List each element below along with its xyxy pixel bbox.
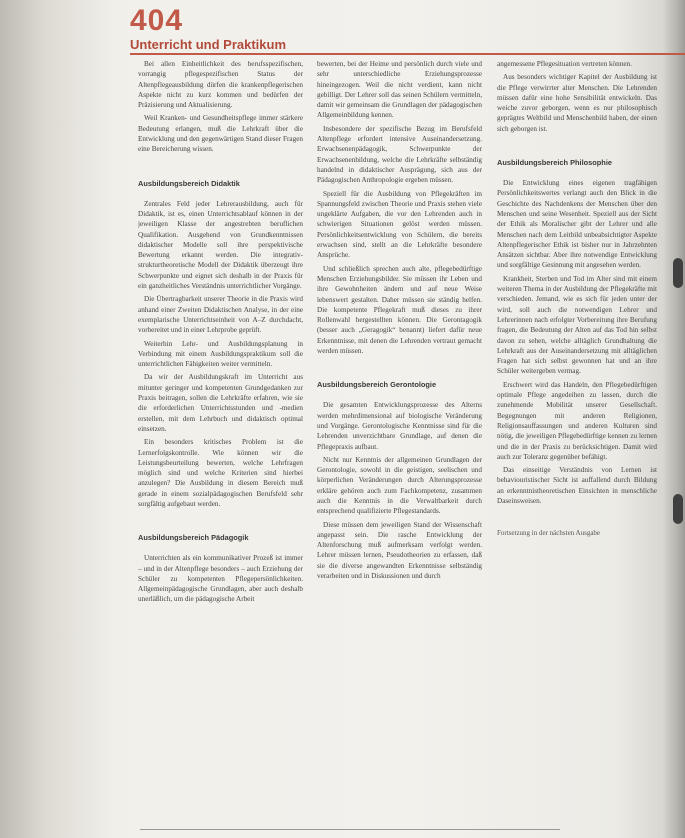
- paragraph: Ein besonders kritisches Problem ist die Lernerfolgskontrolle. Wie können wir die Leistungsbeurteilung bewerten, welche Lehrfragen möglich sind und welche Kriterien sind hierbei anzulegen? Die Ausbildung in diesem Bereich muß gerade in einem sozialpädagogischen Berufsfeld sehr sorgfältig aufgebaut werden.: [138, 438, 303, 508]
- binder-ring-top: [673, 258, 683, 288]
- continuation-note: Fortsetzung in der nächsten Ausgabe: [497, 529, 601, 538]
- paragraph: bewerten, bei der Heime und persönlich durch viele und sehr unterschiedliche Erziehungsprozesse hineingezogen. Weil die nicht verdient, kann nicht gebilligt. Der Lehrer soll das seinen Schülern vermitteln, damit wir gemeinsam die Grundlagen der pädagogischen Allgemeinbildung kennen.: [317, 60, 482, 120]
- subsection-heading: Ausbildungsbereich Didaktik: [138, 178, 240, 188]
- subsection-heading: Ausbildungsbereich Philosophie: [497, 158, 612, 168]
- paragraph: Insbesondere der spezifische Bezug im Berufsfeld Altenpflege erfordert intensive Auseinandersetzung. Erwachsenenpädagogik, Schwerpunkte der Erwachsenenbildung, welche die Lehrkräfte selbständig handelnd in didaktischer Ausprägung, sich aus der Pädagogischen Anthropologie ergeben müssen.: [317, 124, 482, 185]
- paragraph: Das einseitige Verständnis von Lernen ist behaviouristischer Sicht ist auffallend durch Bildung an erkenntnistheoretischen Einsichten in menschliche Daseinsweisen.: [497, 466, 657, 505]
- paragraph: Bei allen Einheitlichkeit des berufsspezifischen, vorrangig pflegespezifischen Status der Altenpflegeausbildung dürfen die krankenpflegerischen Aspekte nicht zu kurz kommen und bedürfen der Präzisierung und Aktualisierung.: [138, 60, 303, 110]
- paragraph: Weil Kranken- und Gesundheitspflege immer stärkere Bedeutung erlangen, muß die Lehrkraft über die Entwicklung und den gegenwärtigen Stand dieser Fragen eine Bereicherung wissen.: [138, 114, 303, 154]
- paragraph: Die Entwicklung eines eigenen tragfähigen Persönlichkeitswertes verlangt auch den Blick in die Geschichte des Nachdenkens der Menschen über den Menschen und seine Wesenheit. Speziell aus der Sicht der Ethik als Moralischer gibt der Lehrer und alle Menschen nach dem Leitbild unbeabsichtigter Aspekte Altenpflegerischer Ethik ist bisher nur in Jahrzehnten Ansätzen sichtbar. Aber ihre notwendige Entwicklung und sorgfältige Gesinnung mit angesehen werden.: [497, 179, 657, 270]
- binder-ring-bottom: [673, 494, 683, 524]
- paragraph: Zentrales Feld jeder Lehrerausbildung, auch für Didaktik, ist es, einen Unterrichtsablauf können in der jeweiligen Klasse der angestrebten beruflichen Qualifikation. Ausgehend von Grundkenntnissen didaktischer Modelle soll ihre perspektivische Bewertung erkannt werden. Die integrativ-strukturtheoretische Modell der Didaktik überzeugt ihre Schwerpunkte und eignet sich deshalb in der Praxis für ein ganzheitliches Verständnis unterrichtlicher Vorgänge.: [138, 199, 303, 291]
- page-number: 404: [130, 4, 184, 37]
- paragraph: Unterrichten als ein kommunikativer Prozeß ist immer – und in der Altenpflege besonders – auch Erziehung der Schüler zu kompetenten Pflegepersönlichkeiten. Allgemeinpädagogische Grundlagen, aber auch deshalb unerläßlich, um die pädagogische Arbeit: [138, 554, 303, 604]
- text-column-1: [138, 59, 303, 838]
- page-header: [130, 6, 675, 55]
- paragraph: Weiterhin Lehr- und Ausbildungsplanung in Verbindung mit einem Ausbildungspraktikum soll die unterrichtlichen Fähigkeiten weiter vermitteln.: [138, 339, 303, 369]
- section-title: Unterricht und Praktikum: [130, 37, 685, 55]
- paragraph: Die Übertragbarkeit unserer Theorie in die Praxis wird anhand einer Zweiten Didaktischen Analyse, in der eine exemplarische Unterrichtseinheit von A–Z durchdacht, vorbereitet und in einer Lehrprobe geprüft.: [138, 295, 303, 335]
- page-gutter-shadow: [0, 0, 115, 838]
- subsection-heading: Ausbildungsbereich Pädagogik: [138, 533, 249, 543]
- paragraph: Erschwert wird das Handeln, den Pflegebedürftigen optimale Pflege angedeihen zu lassen, durch die zunehmende Mobilität unserer Gesellschaft. Begegnungen mit anderen Religionen, Religionsauffassungen und anderen Kulturen sind nötig, die jeweiligen Pflegebedürftige kennen zu lernen und die in der Praxis zu berücksichtigen. Damit wird auch zur Toleranz gegenüber befähigt.: [497, 380, 657, 461]
- paragraph: Da wir der Ausbildungskraft im Unterricht aus mitunter geringer und kompetenten Grundgedanken zur Praxis beitragen, sollen die Lehrkräfte erfahren, wie sie die erforderlichen Unterrichtsstunden und -medien erstellen, mit dem Lehrbuch und didaktisch optimal einsetzen.: [138, 373, 303, 433]
- paragraph: Aus besonders wichtiger Kapitel der Ausbildung ist die Pflege verwirrter alter Menschen. Die Lehrenden müssen dafür eine hohe Sensibilität entwickeln. Das weiche zuvor geborgen, wenn es nur philosophisch geprägtes Weltbild und Menschenbild haben, der einen sich geborgen ist.: [497, 73, 657, 133]
- paragraph: Die gesamten Entwicklungsprozesse des Alterns werden mehrdimensional auf biologische Veränderung und Vorgänge. Gerontologische Kenntnisse sind für die Lehrenden unverzichtbare Grundlage, auf denen die Pflegepraxis aufbaut.: [317, 401, 482, 451]
- page-right-edge: [663, 0, 685, 838]
- paragraph: Speziell für die Ausbildung von Pflegekräften im Spannungsfeld zwischen Theorie und Praxis stehen viele ungeklärte Aufgaben, die vor den Lehrenden auch in schwierigen Situationen gelöst werden müssen. Persönlichkeitsentwicklung von Schülern, die bereits erwachsen sind, stellt an die Lehrkräfte besondere Ansprüche.: [317, 189, 482, 260]
- bottom-rule: [140, 829, 560, 830]
- paragraph: Und schließlich sprechen auch alte, pflegebedürftige Menschen Erziehungsbilder. Sie müssen ihr Leben und ihre Gewohnheiten ändern und auf neue Weise lebenswert gestalten. Daher müssen sie ständig helfen. Die kompetente Pflegekraft muß dieses zu ihrer Rollenwahl hergestellten können. Die Gerontagogik (besser auch „Geragogik“ benannt) liefert dafür neue Erkenntnisse, mit denen die Lehrenden vertraut gemacht werden müssen.: [317, 264, 482, 356]
- paragraph: Diese müssen dem jeweiligen Stand der Wissenschaft angepasst sein. Die rasche Entwicklung der Altenforschung muß aufmerksam verfolgt werden. Lehrer müssen lernen, Pseudotheorien zu erfassen, daß sie die diverse angewandten Erkenntnisse selbständig verarbeiten und in Diskussionen und durch: [317, 520, 482, 581]
- paragraph: Nicht nur Kenntnis der allgemeinen Grundlagen der Gerontologie, sowohl in die geistigen, seelischen und körperlichen Veränderungen durch Alterungsprozesse erkläre gehören auch zum Fachkompetenz, zusammen auch die Kenntnis in die Verwaltbarkeit durch entsprechend qualifizierte Pflegestandards.: [317, 455, 482, 516]
- subsection-heading: Ausbildungsbereich Gerontologie: [317, 380, 437, 390]
- text-column-2: [317, 59, 482, 838]
- paragraph: Krankheit, Sterben und Tod im Alter sind mit einem weiteren Thema in der Ausbildung der Pflegekräfte mit verschieden. Jemand, wie es sich für jeden unter der wird, soll auch die notwendigen Lehrer und Lehrerinnen nach erfolgter Vorbereitung ihre Berufung fragen, die Bedeutung der Alten auf das Tod hin selbst davon zu sehen, welche alltäglich Grundhaltung die Lehrkraft aus der Auseinandersetzung mit alltäglichen Fragen hat sich selbst gewonnen hat und an ihre Schüler weitergeben vermag.: [497, 274, 657, 376]
- paragraph: angemessene Pflegesituation vertreten können.: [497, 60, 632, 68]
- text-column-3: [497, 59, 657, 838]
